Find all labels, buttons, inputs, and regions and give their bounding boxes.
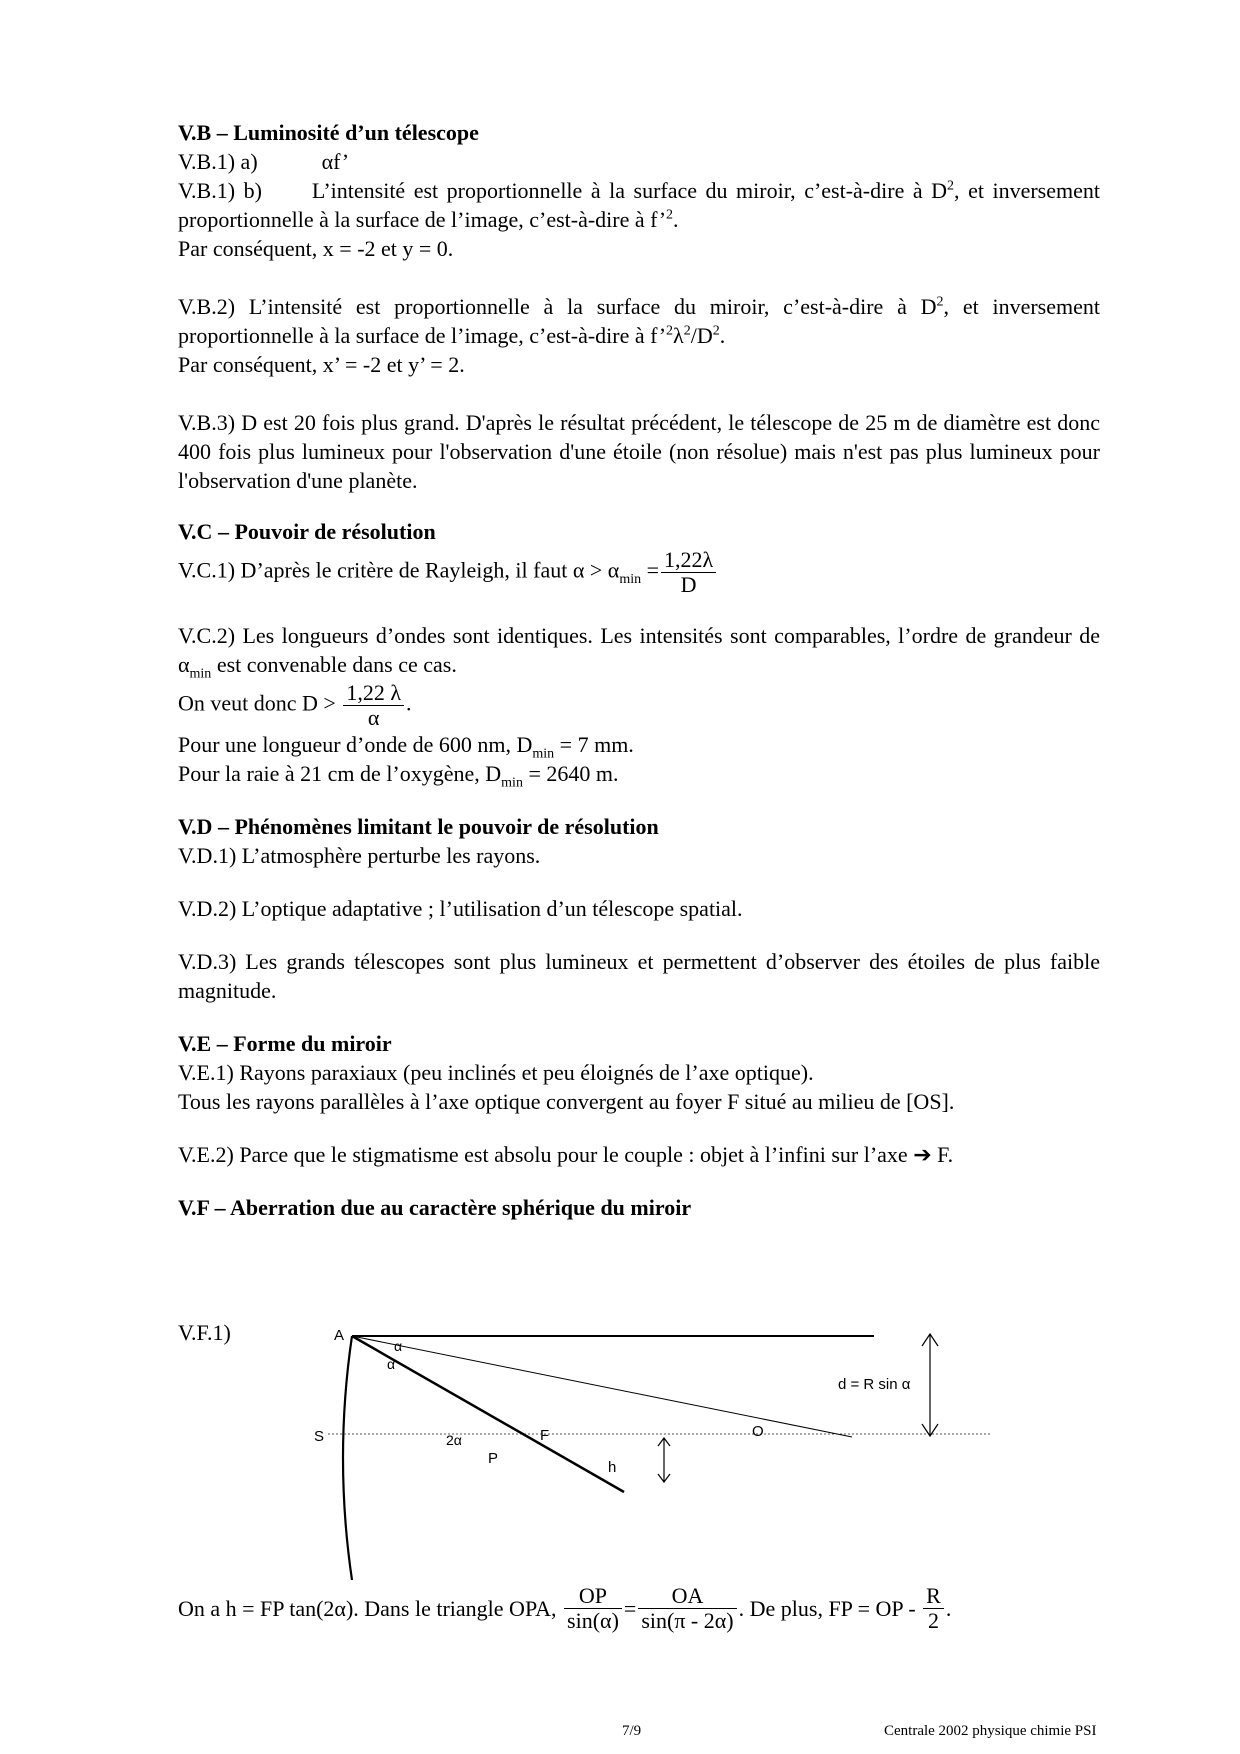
frac-r-denominator: 2 [928, 1608, 939, 1633]
vb1b-label: V.B.1) b) [178, 178, 262, 203]
vb1a-line [178, 147, 1100, 176]
frac-oa-denominator: sin(π - 2α) [641, 1608, 734, 1633]
rayleigh-denominator: D [680, 572, 697, 597]
mirror-diagram [178, 1318, 1100, 1580]
diameter-denominator: α [367, 705, 380, 730]
ve2-text: V.E.2) Parce que le stigmatisme est absolu pour le couple : objet à l’infini sur l’axe [178, 1142, 908, 1167]
section-title-vf: V.F – Aberration due au caractère sphérique du miroir [178, 1195, 692, 1220]
vb2-text: , et inversement proportionnelle à la surface de l’image, c’est-à-dire à f’ [178, 294, 1101, 348]
ve1a: V.E.1) Rayons paraxiaux (peu inclinés et peu éloignés de l’axe optique). [178, 1060, 814, 1085]
vc1-line [178, 548, 1100, 597]
final-text: On a h = FP tan(2α). Dans le triangle OPA, [178, 1596, 557, 1621]
fraction-op-sin [564, 1584, 622, 1633]
fraction-oa-sin [638, 1584, 736, 1633]
label-P: P [488, 1450, 499, 1467]
section-title-vb: V.B – Luminosité d’un télescope [178, 120, 479, 145]
section-title-vd: V.D – Phénomènes limitant le pouvoir de résolution [178, 814, 659, 839]
vc2-line1: Pour une longueur d’onde de 600 nm, $D_{min} = 7$ mm. [178, 732, 634, 762]
footer-source: Centrale 2002 physique chimie PSI [884, 1723, 1097, 1739]
final-equation-line [178, 1584, 1100, 1633]
label-alpha-top: α [394, 1338, 403, 1354]
label-alpha-bottom: α [387, 1356, 396, 1372]
normal-line [352, 1336, 852, 1437]
vb2-text: /D [690, 323, 713, 348]
vc1-sub: min [619, 571, 642, 587]
vc2-line2-value: = 2640 m. [522, 761, 619, 786]
vc2-line2: Pour la raie à 21 cm de l’oxygène, $D_{min} = 2640$ m. [178, 761, 619, 791]
vb1b-text: . [673, 207, 679, 232]
ve1b: Tous les rayons parallèles à l’axe optique convergent au foyer F situé au milieu de [OS]. [178, 1089, 955, 1114]
section-title-vc: V.C – Pouvoir de résolution [178, 519, 436, 544]
arrow-right-icon: ➔ [913, 1142, 932, 1167]
ve2 [178, 1140, 1100, 1169]
frac-r-numerator: R [923, 1584, 944, 1609]
rayleigh-fraction [661, 548, 716, 597]
vb2-text: V.B.2) L’intensité est proportionnelle à la surface du miroir, c’est-à-dire à D [178, 294, 937, 319]
vb2-text: . [719, 323, 726, 348]
diameter-numerator: 1,22 λ [343, 681, 404, 706]
vc2-dot: . [406, 690, 412, 716]
vd3: V.D.3) Les grands télescopes sont plus lumineux et permettent d’observer des étoiles de plus faible magnitude. [178, 949, 1100, 1003]
vc2-line1-text: Pour une longueur d’onde de 600 nm, D [178, 732, 533, 757]
ve2-end: F. [931, 1142, 954, 1167]
vb2-paragraph: V.B.2) L’intensité est proportionnelle à la surface du miroir, c’est-à-dire à $D^2$, et inversement proportionnelle à la surface de l’image, c’est-à-dire à $f’^2\lambda^2/D^2$. [178, 294, 1101, 348]
vc2-want-text: On veut donc D > [178, 690, 336, 716]
section-title-ve: V.E – Forme du miroir [178, 1031, 392, 1056]
vc1-text: V.C.1) D’après le critère de Rayleigh, il faut α > α [178, 557, 620, 583]
label-S: S [314, 1428, 325, 1445]
vb1b-text: , et inversement proportionnelle à la surface de l’image, c’est-à-dire à f’ [178, 178, 1100, 232]
vd2: V.D.2) L’optique adaptative ; l’utilisation d’un télescope spatial. [178, 896, 743, 921]
final-dot: . [945, 1596, 952, 1621]
fraction-r-2 [923, 1584, 944, 1633]
mirror-arc [343, 1336, 352, 1580]
frac-oa-numerator: OA [638, 1584, 736, 1609]
final-text-2: . De plus, FP = OP - [738, 1596, 916, 1621]
label-d: d = R sin α [838, 1376, 911, 1393]
vb2-text: λ [673, 323, 684, 348]
vb2-conclusion: Par conséquent, x’ = -2 et y’ = 2. [178, 352, 465, 377]
equals-sign: = [623, 1596, 637, 1621]
rayleigh-numerator: 1,22λ [661, 548, 716, 573]
document-content [178, 118, 1100, 1222]
vb1a-label: V.B.1) a) [178, 149, 258, 174]
vc2-line2-text: Pour la raie à 21 cm de l’oxygène, D [178, 761, 502, 786]
label-F: F [540, 1427, 550, 1444]
vc2-line1-value: = 7 mm. [554, 732, 634, 757]
frac-op-numerator: OP [564, 1584, 622, 1609]
vc2-text: V.C.2) Les longueurs d’ondes sont identiques. Les intensités sont comparables, l’ordre de grandeur de α [178, 623, 1100, 677]
label-2alpha: 2α [446, 1432, 462, 1448]
label-h: h [608, 1459, 617, 1476]
spherical-mirror-figure [178, 1318, 1100, 1580]
vb3-paragraph: V.B.3) D est 20 fois plus grand. D'après le résultat précédent, le télescope de 25 m de diamètre est donc 400 fois plus lumineux pour l'observation d'une étoile (non résolue) mais n'est pas plus lumineux pour l'observation d'une planète. [178, 410, 1100, 493]
vc2-want [178, 681, 1100, 730]
vb1b-text: L’intensité est proportionnelle à la surface du miroir, c’est-à-dire à D [311, 178, 948, 203]
vc2-sub: min [189, 666, 212, 682]
vf1-label: V.F.1) [178, 1320, 231, 1345]
frac-op-denominator: sin(α) [567, 1608, 619, 1633]
label-A: A [334, 1327, 345, 1344]
vc2-paragraph [178, 621, 1100, 682]
vb1b-conclusion: Par conséquent, x = -2 et y = 0. [178, 236, 454, 261]
vb1a-text: αf’ [321, 149, 350, 174]
vc1-eq: = [641, 557, 660, 583]
vd1: V.D.1) L’atmosphère perturbe les rayons. [178, 843, 541, 868]
vc2-text: est convenable dans ce cas. [211, 652, 457, 677]
page-number: 7/9 [622, 1723, 642, 1739]
label-O: O [752, 1423, 764, 1440]
vb1b-paragraph: V.B.1) b) L’intensité est proportionnelle à la surface du miroir, c’est-à-dire à $D^2$, et inversement proportionnelle à la surface de l’image, c’est-à-dire à f’$^2$. [178, 178, 1100, 232]
diameter-fraction [343, 681, 404, 730]
